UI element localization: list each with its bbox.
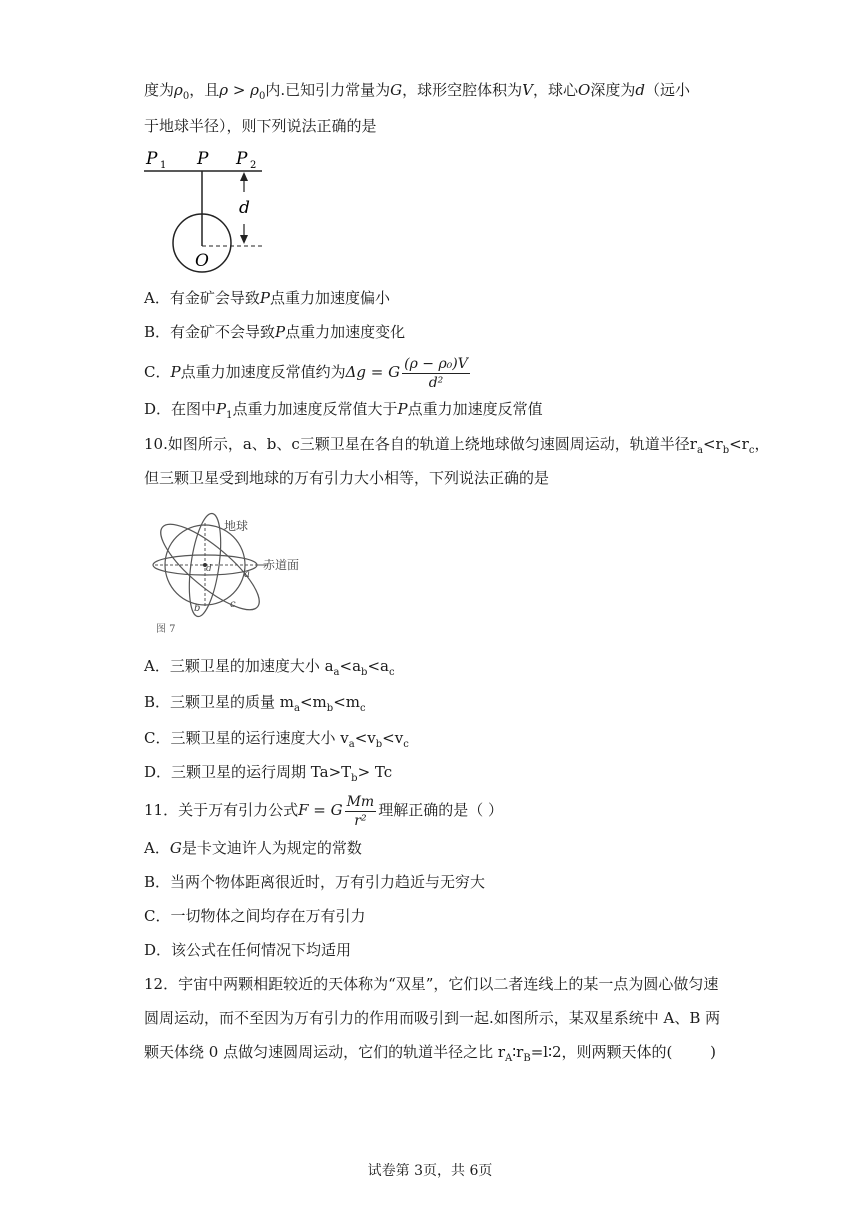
text: 理解正确的是（ ） [378,801,503,819]
text: A．有金矿会导致 [144,289,260,307]
text: C．三颗卫星的运行速度大小 v [144,729,349,747]
subscript: b [351,773,358,784]
text: 颗天体绕 0 点做匀速圆周运动，它们的轨道半径之比 r [144,1043,506,1061]
text: 度为 [144,81,175,99]
subscript: c [748,445,755,456]
text: （远小 [644,81,690,99]
symbol-P: P [275,323,286,341]
q12-stem-line2: 圆周运动，而不至因为万有引力的作用而吸引到一起.如图所示，某双星系统中 A、B 两 [144,1009,721,1027]
symbol-P: P [259,289,270,307]
q9-option-b [144,322,405,342]
subscript: b [375,739,383,750]
q10-option-a [144,656,395,683]
symbol-P: P [170,363,181,381]
text: 10.如图所示，a、b、c三颗卫星在各自的轨道上绕地球做匀速圆周运动，轨道半径r [144,435,697,453]
q10-option-b [144,692,366,719]
text: 点重力加速度反常值大于 [232,400,398,418]
q10-figure [150,505,300,640]
symbol-O: O [578,81,591,99]
q11-option-c: C．一切物体之间均存在万有引力 [144,907,366,925]
formula-numerator: Mm [346,793,375,810]
rho0-symbol: ρ [174,81,183,99]
label-d: d [239,198,250,218]
q11-stem [144,792,503,830]
q9-option-c [144,354,472,392]
text: A． [144,839,170,857]
label-earth: 地球 [224,519,249,533]
text: 点重力加速度变化 [285,323,406,341]
text: C． [144,363,171,381]
text: ， [754,435,770,453]
label-c: c [230,599,236,610]
label-P2-sub: 2 [250,160,257,171]
text: 深度为 [590,81,636,99]
rho-inequality: ρ > ρ [219,81,259,99]
label-P1: P [146,149,158,169]
text: D．在图中 [144,400,217,418]
subscript: c [403,739,409,750]
text: <m [333,693,360,711]
text: =l∶2，则两颗天体的( [530,1043,673,1061]
text: <a [339,657,362,675]
figure-caption: 图 7 [156,624,176,635]
symbol-P: P [397,400,408,418]
label-P1-sub: 1 [160,160,167,171]
symbol-G: G [390,81,403,99]
subscript: b [722,445,730,456]
q9-figure [140,140,270,275]
formula-fraction [345,793,377,830]
subscript: b [326,703,334,714]
text: B．三颗卫星的质量 m [144,693,295,711]
text: D．三颗卫星的运行周期 Ta>T [144,763,352,781]
q12-stem-line1: 12．宇宙中两颗相距较近的天体称为“双星”，它们以二者连线上的某一点为圆心做匀速 [144,975,719,993]
label-a: a [244,569,250,580]
text: A．三颗卫星的加速度大小 a [144,657,334,675]
subscript: b [361,667,368,678]
q10-option-c [144,728,409,755]
text: ，球心 [532,81,578,99]
subscript: 1 [226,410,233,421]
subscript: c [359,703,366,714]
text: <v [354,729,376,747]
text: ，且 [189,81,220,99]
q9-option-d [144,399,543,426]
symbol-d: d [635,81,645,99]
text: 内.已知引力常量为 [265,81,391,99]
formula-lhs: F = G [298,801,343,819]
q10-option-d [144,762,392,789]
label-b: b [194,603,201,614]
label-equator: 赤道面 [263,558,300,572]
q9-option-a [144,288,390,308]
text: <v [382,729,404,747]
label-O: O [195,251,209,271]
formula-fraction [402,355,470,392]
text: 11．关于万有引力公式 [144,801,299,819]
subscript: c [388,667,395,678]
formula-denominator: r² [354,812,367,829]
symbol-G: G [169,839,182,857]
text: <r [702,435,723,453]
page-footer: 试卷第 3页，共 6页 [367,1163,493,1179]
q11-option-a [144,838,362,858]
subscript: a [348,739,355,750]
text: 是卡文迪许人为规定的常数 [181,839,362,857]
text: <r [729,435,749,453]
text: 点重力加速度反常值约为 [180,363,346,381]
q11-option-b: B．当两个物体距离很近时，万有引力趋近与无穷大 [144,873,486,891]
formula-denominator: d² [428,374,444,391]
formula-numerator: (ρ − ρ₀)V [404,355,468,372]
q10-stem-line1 [144,434,769,461]
subscript: B [523,1053,531,1064]
text: ) [710,1043,716,1061]
label-d-center: d [206,564,212,574]
subscript: 0 [258,91,266,102]
q10-stem-line2: 但三颗卫星受到地球的万有引力大小相等，下列说法正确的是 [144,469,550,487]
symbol-V: V [522,81,533,99]
text: <m [299,693,327,711]
text: ∶r [512,1043,524,1061]
subscript: 0 [182,91,190,102]
subscript: a [696,445,703,456]
subscript: a [294,703,300,714]
symbol-P1: P [216,400,227,418]
label-P2: P [236,149,248,169]
text: <a [367,657,389,675]
text: ，球形空腔体积为 [402,81,523,99]
q12-stem-line3 [144,1042,716,1069]
text: B．有金矿不会导致 [144,323,276,341]
text: 点重力加速度反常值 [407,400,543,418]
label-P: P [197,149,209,169]
formula-lhs: Δg = G [345,363,401,381]
q9-stem-line2: 于地球半径），则下列说法正确的是 [144,117,377,135]
q9-stem-line1 [144,80,690,107]
subscript: A [505,1053,513,1064]
text: > Tc [357,763,393,781]
q11-option-d: D．该公式在任何情况下均适用 [144,941,352,959]
text: 点重力加速度偏小 [269,289,390,307]
subscript: a [333,667,340,678]
